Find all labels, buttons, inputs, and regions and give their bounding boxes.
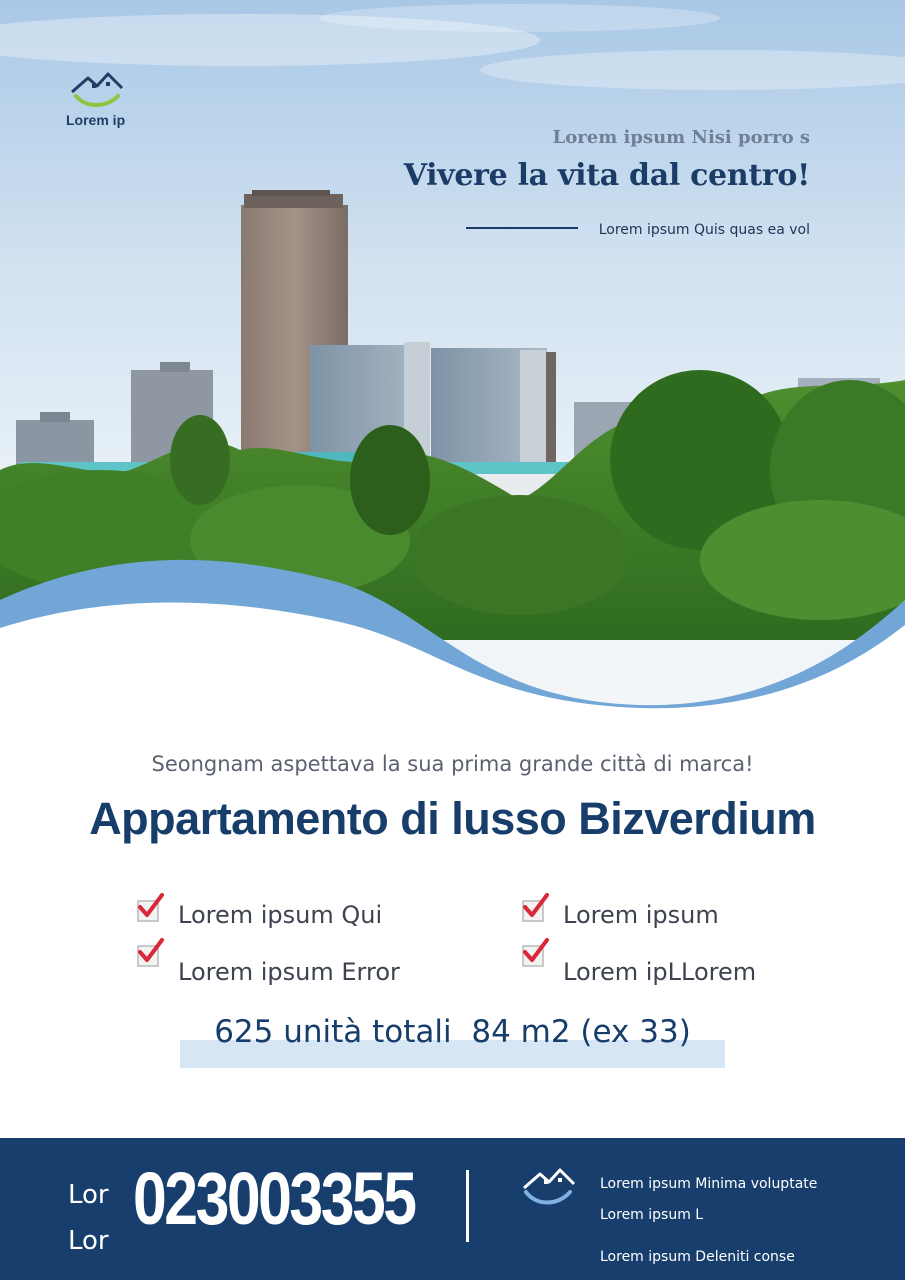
house-roof-logo-icon (70, 70, 124, 108)
feature-label: Lorem ipsum Error (178, 958, 400, 986)
checkbox-check-icon (136, 893, 166, 923)
logo-text: Lorem ip (66, 112, 126, 128)
main-title: Appartamento di lusso Bizverdium (89, 793, 816, 844)
footer-info-line: Lorem ipsum L (600, 1207, 704, 1223)
hero-title: Vivere la vita dal centro! (403, 158, 810, 193)
feature-label: Lorem ipsum (563, 901, 719, 929)
feature-label: Lorem ipLLorem (563, 958, 757, 986)
phone-prefix-line1: Lor (68, 1180, 109, 1210)
brand-logo (66, 70, 132, 128)
checkbox-check-icon (521, 893, 551, 923)
units-summary: 625 unità totali 84 m2 (ex 33) (214, 1014, 691, 1050)
hero-divider (466, 227, 578, 229)
footer-info-line: Lorem ipsum Deleniti conse (600, 1249, 795, 1265)
tagline: Seongnam aspettava la sua prima grande città di marca! (151, 752, 754, 776)
hero-kicker: Lorem ipsum Nisi porro s (552, 127, 810, 148)
footer-info-line: Lorem ipsum Minima voluptate (600, 1176, 818, 1192)
checkbox-check-icon (521, 938, 551, 968)
feature-label: Lorem ipsum Qui (178, 901, 383, 929)
phone-number: 023003355 (133, 1157, 415, 1240)
checkbox-check-icon (136, 938, 166, 968)
house-roof-logo-icon (520, 1164, 576, 1208)
phone-prefix-line2: Lor (68, 1226, 109, 1256)
footer-divider (466, 1170, 469, 1242)
contact-footer (0, 1138, 905, 1280)
hero-subtitle: Lorem ipsum Quis quas ea vol (598, 222, 810, 238)
